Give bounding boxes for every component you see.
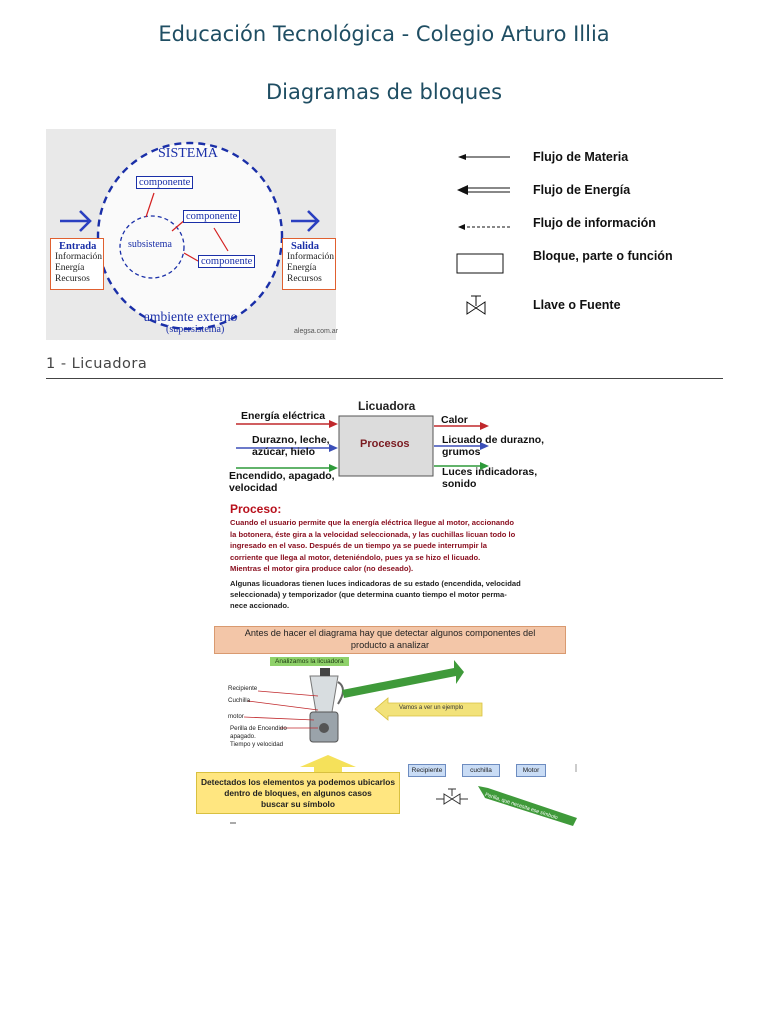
input-item: Información	[55, 252, 102, 262]
output-line: Licuado de durazno,	[442, 434, 545, 446]
subsystem-label: subsistema	[128, 239, 172, 250]
document-title: Educación Tecnológica - Colegio Arturo Illia	[158, 22, 610, 46]
input-line: Durazno, leche,	[252, 434, 330, 446]
leader-line	[248, 701, 318, 710]
input-item: Recursos	[55, 274, 90, 284]
legend-label: Flujo de información	[533, 216, 656, 230]
process-line: ingresado en el vaso. Después de un tiempo ya se puede interrumpir la	[230, 541, 487, 550]
part-line: Tiempo y velocidad	[230, 741, 284, 748]
process-line: corriente que llega al motor, deteniéndolo, pues ya se hizo el licuado.	[230, 552, 481, 562]
block-label: Procesos	[360, 438, 410, 450]
analyze-tag: Analizamos la licuadora	[270, 657, 349, 666]
note-line: nece accionado.	[230, 601, 290, 610]
watermark: alegsa.com.ar	[294, 328, 338, 335]
output-label: Calor	[441, 414, 468, 426]
banner-line: Antes de hacer el diagrama hay que detectar algunos componentes del	[244, 628, 536, 638]
legend-label: Bloque, parte o función	[533, 249, 673, 263]
system-boundary	[98, 143, 282, 329]
part-label	[230, 725, 287, 749]
part-label: Recipiente	[228, 685, 258, 692]
process-description	[230, 517, 556, 575]
input-line: azúcar, hielo	[252, 446, 316, 458]
output-item: Recursos	[287, 274, 322, 284]
part-box: Motor	[516, 764, 546, 777]
legend-label: Llave o Fuente	[533, 298, 621, 312]
information-flow-symbol	[458, 224, 510, 230]
output-line: Luces indicadoras,	[442, 466, 538, 478]
output-line: sonido	[442, 478, 477, 490]
component-box: componente	[136, 176, 193, 189]
output-item: Energía	[287, 263, 317, 273]
input-item: Energía	[55, 263, 85, 273]
input-line: Encendido, apagado,	[229, 470, 335, 482]
process-title: Proceso:	[230, 502, 282, 516]
component-box: componente	[198, 255, 255, 268]
input-label: Energía eléctrica	[241, 410, 326, 422]
output-item: Información	[287, 252, 334, 262]
component-box: componente	[183, 210, 240, 223]
input-label	[252, 434, 330, 458]
matter-flow-symbol	[458, 154, 510, 160]
note-line: Algunas licuadoras tienen luces indicadoras de su estado (encendida, velocidad	[230, 579, 521, 588]
symbol-arrow-text: Perilla, que necesita ese símbolo	[484, 792, 559, 822]
output-arrow	[291, 211, 318, 231]
section-divider	[46, 378, 723, 379]
note-line: seleccionada) y temporizador (que determina cuanto tiempo el motor perma-	[230, 590, 507, 599]
part-label: motor	[228, 713, 244, 720]
output-line: grumos	[442, 446, 481, 458]
callout-line: dentro de bloques, en algunos casos	[224, 788, 372, 798]
energy-flow-symbol	[457, 185, 510, 195]
detect-arrow-text: Ahora detectemos algunas partes	[350, 656, 432, 678]
part-label: Cuchilla	[228, 697, 251, 704]
block-title: Licuadora	[358, 399, 416, 413]
section-heading: 1 - Licuadora	[46, 356, 148, 372]
legend-label: Flujo de Materia	[533, 150, 629, 164]
banner-line: producto a analizar	[350, 640, 430, 650]
output-box	[282, 238, 336, 290]
output-label	[442, 466, 537, 490]
note-description	[230, 578, 556, 611]
valve-symbol	[467, 296, 485, 314]
system-figure	[46, 129, 336, 340]
environment-label: ambiente externo	[144, 309, 238, 324]
leader-line	[244, 717, 314, 720]
example-arrow-text: Vamos a ver un ejemplo	[399, 705, 464, 711]
input-box	[50, 238, 104, 290]
callout-line: buscar su símbolo	[261, 799, 335, 809]
input-label	[229, 470, 335, 494]
part-line: apagado.	[230, 733, 256, 740]
document-subtitle: Diagramas de bloques	[265, 80, 503, 104]
blender-illustration	[310, 668, 343, 742]
leader-line	[258, 691, 318, 696]
analysis-slide	[192, 624, 580, 826]
part-box: Recipiente	[408, 764, 446, 777]
blender-block-diagram	[226, 398, 556, 610]
output-label	[442, 434, 544, 458]
part-line: Perilla de Encendido	[230, 725, 287, 732]
callout-line: Detectados los elementos ya podemos ubicarlos	[200, 777, 396, 787]
symbol-legend	[440, 140, 730, 330]
input-arrow	[60, 211, 90, 231]
supersystem-label: (supersistema)	[166, 324, 225, 335]
output-title: Salida	[291, 241, 320, 252]
input-line: velocidad	[229, 482, 278, 494]
system-label: SISTEMA	[158, 146, 218, 161]
callout-box	[196, 772, 400, 814]
process-line: Mientras el motor gira produce calor (no deseado).	[230, 564, 414, 573]
block-symbol	[457, 254, 503, 273]
process-line: Cuando el usuario permite que la energía eléctrica llegue al motor, accionando	[230, 518, 515, 527]
process-line: la botonera, éste gira a la velocidad seleccionada, y las cuchillas licuan todo lo	[230, 529, 516, 539]
callout-arrow	[300, 755, 356, 772]
legend-label: Flujo de Energía	[533, 183, 631, 197]
part-box: cuchilla	[462, 764, 500, 777]
valve-symbol	[436, 789, 468, 804]
input-title: Entrada	[59, 241, 97, 252]
